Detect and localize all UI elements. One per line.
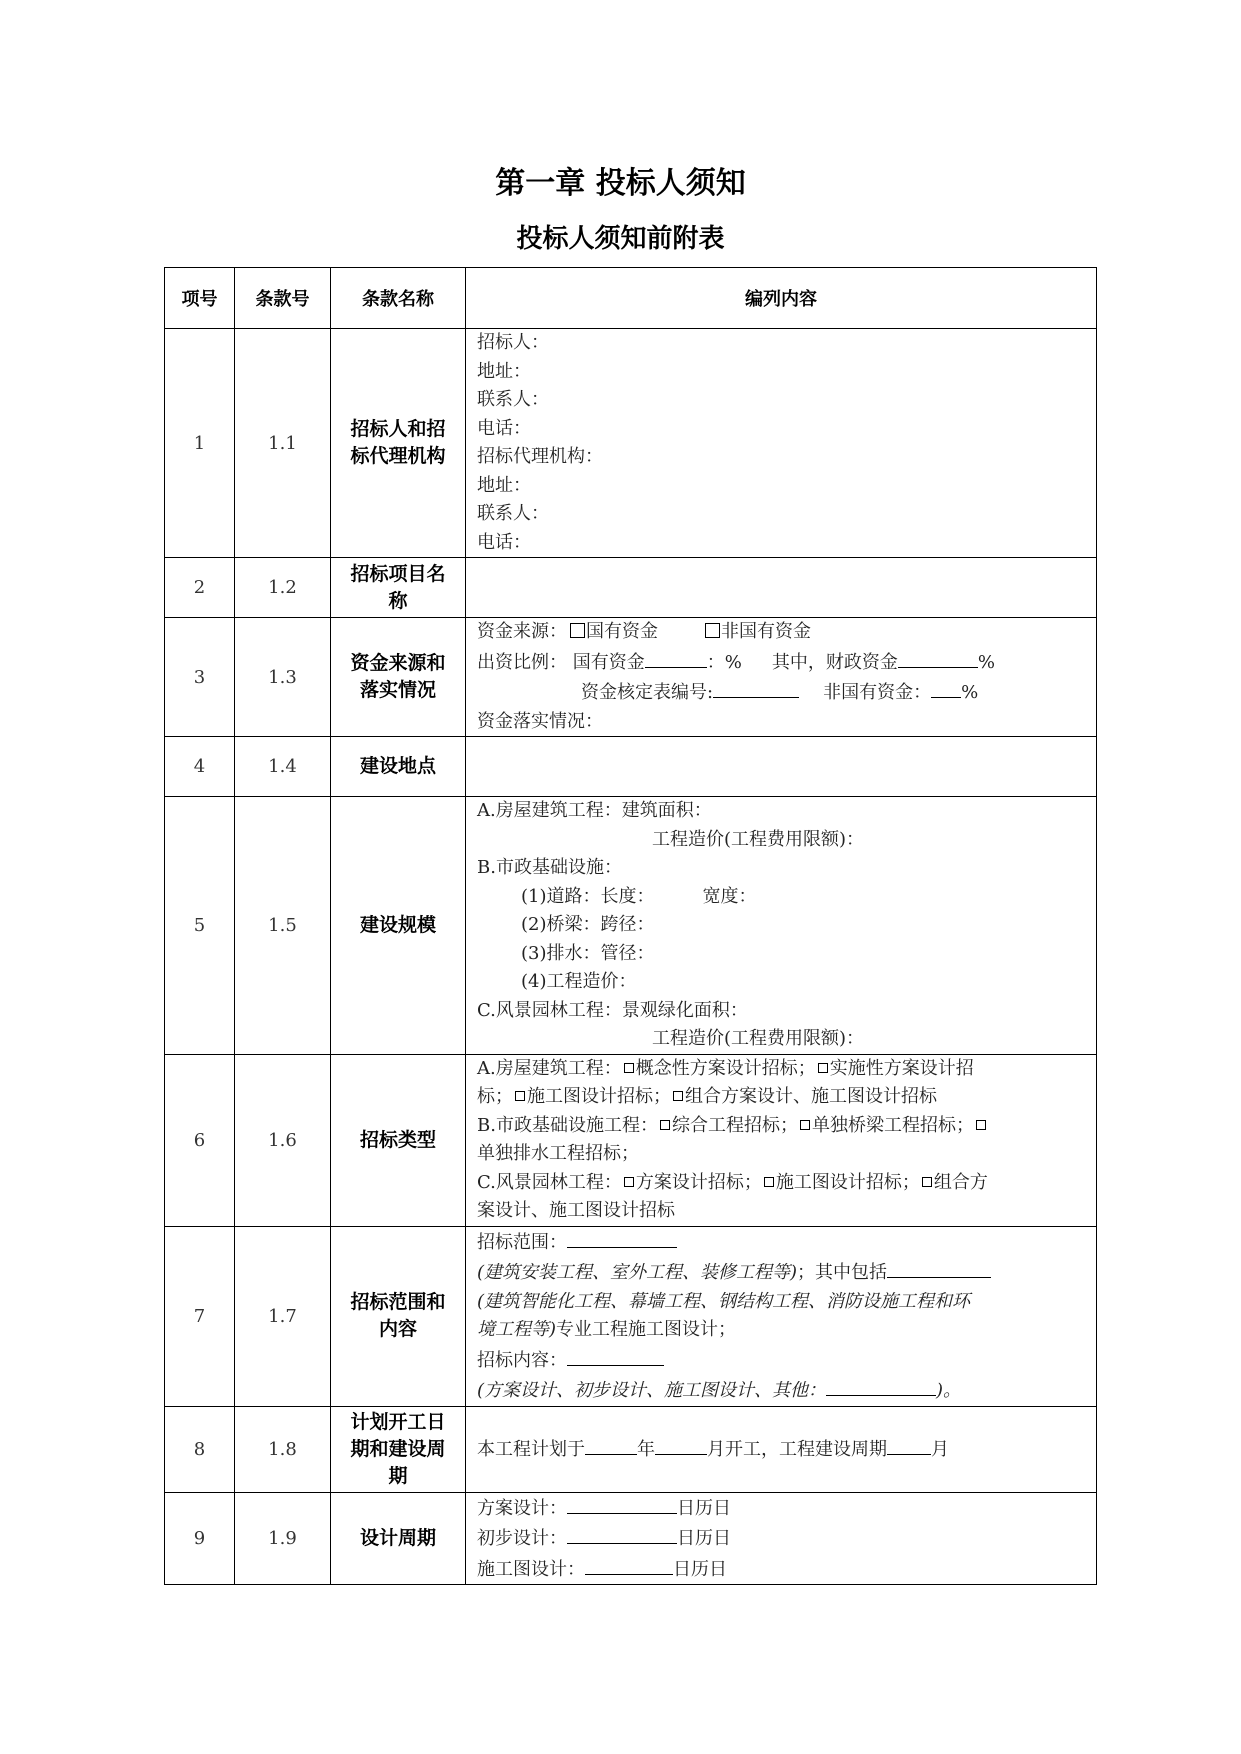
bidder-instructions-table	[164, 267, 1097, 1585]
row-content	[466, 558, 1097, 618]
type-c-prefix: C.风景园林工程：	[477, 1171, 622, 1193]
funding-form-line	[477, 677, 1086, 708]
scope-label: 招标范围：	[477, 1231, 567, 1253]
checkbox-icon[interactable]	[976, 1120, 986, 1130]
option-label: 组合方	[933, 1171, 988, 1193]
option-state-fund: 国有资金	[586, 621, 658, 642]
row-clause: 1.4	[235, 737, 331, 797]
table-header-row	[165, 268, 1097, 329]
table-title: 投标人须知前附表	[516, 224, 725, 254]
content-line: 招标人：	[477, 332, 549, 353]
header-clause-no: 条款号	[235, 268, 331, 329]
type-b-line	[477, 1112, 1086, 1141]
option-label: 施工图设计招标；	[775, 1171, 920, 1193]
type-c-line	[477, 1169, 1086, 1198]
row-no: 9	[165, 1492, 235, 1585]
form-number-label: 资金核定表编号:	[581, 682, 714, 703]
row-no: 1	[165, 329, 235, 558]
row-clause: 1.5	[235, 797, 331, 1055]
row-no: 3	[165, 618, 235, 737]
percent-sign: %	[977, 651, 995, 673]
row-clause: 1.1	[235, 329, 331, 558]
row-content	[466, 1406, 1097, 1492]
ratio-fiscal-label: 其中，财政资金	[771, 651, 898, 673]
table-row	[165, 618, 1097, 737]
blank-field[interactable]	[645, 647, 707, 668]
scale-c-cost: 工程造价(工程费用限额)：	[652, 1028, 865, 1049]
percent-sign: %	[961, 682, 979, 703]
scale-b-road	[477, 883, 1086, 912]
type-a-prefix: A.房屋建筑工程：	[477, 1057, 622, 1079]
design-label: 方案设计：	[477, 1497, 567, 1519]
blank-field[interactable]	[713, 677, 799, 698]
row-clause: 1.3	[235, 618, 331, 737]
option-label: 综合工程招标；	[671, 1114, 798, 1136]
row-content	[466, 737, 1097, 797]
row-content	[466, 1492, 1097, 1585]
content-line: 地址：	[477, 360, 531, 382]
type-a-line-2	[477, 1083, 1086, 1112]
content-line: 地址：	[477, 474, 531, 496]
nonstate-label: 非国有资金：	[823, 682, 932, 703]
row-name: 招标范围和 内容	[331, 1226, 466, 1406]
scale-a-area: A.房屋建筑工程：建筑面积：	[477, 800, 712, 821]
scale-b-title: B.市政基础设施：	[477, 857, 622, 878]
scale-b-bridge: (2)桥梁：跨径：	[521, 914, 655, 935]
type-b-prefix: B.市政基础设施工程：	[477, 1114, 658, 1136]
row-content	[466, 1226, 1097, 1406]
unit-label: 日历日	[673, 1558, 727, 1580]
content-line: 招标代理机构：	[477, 446, 603, 467]
spec-hint-line: (建筑智能化工程、幕墙工程、钢结构工程、消防设施工程和环	[477, 1290, 971, 1312]
checkbox-icon[interactable]	[705, 623, 720, 638]
design-prelim-line	[477, 1523, 1086, 1554]
row-no: 7	[165, 1226, 235, 1406]
ratio-label: 出资比例： 国有资金	[477, 651, 645, 673]
scale-a-cost: 工程造价(工程费用限额)：	[652, 828, 865, 850]
table-row	[165, 1406, 1097, 1492]
scale-b-drain: (3)排水：管径：	[521, 942, 655, 964]
checkbox-icon[interactable]	[764, 1177, 774, 1187]
schedule-line	[477, 1434, 1086, 1465]
checkbox-icon[interactable]	[624, 1177, 634, 1187]
row-name: 招标项目名 称	[331, 558, 466, 618]
table-row	[165, 797, 1097, 1055]
row-content	[466, 618, 1097, 737]
scale-b-cost: (4)工程造价：	[521, 971, 637, 992]
row-clause: 1.6	[235, 1054, 331, 1226]
content-line: 联系人：	[477, 389, 549, 410]
spec-tail: 专业工程施工图设计；	[556, 1319, 737, 1340]
row-no: 8	[165, 1406, 235, 1492]
blank-field[interactable]	[567, 1493, 677, 1514]
blank-field[interactable]	[655, 1434, 707, 1455]
table-row	[165, 737, 1097, 797]
table-row	[165, 329, 1097, 558]
blank-field[interactable]	[931, 677, 961, 698]
blank-field[interactable]	[887, 1434, 931, 1455]
content-label-line	[477, 1345, 1086, 1376]
row-clause: 1.7	[235, 1226, 331, 1406]
header-content: 编列内容	[466, 268, 1097, 329]
table-row	[165, 1054, 1097, 1226]
row-no: 2	[165, 558, 235, 618]
option-nonstate-fund: 非国有资金	[721, 621, 811, 642]
row-clause: 1.2	[235, 558, 331, 618]
road-width-label: 宽度：	[702, 885, 757, 907]
schedule-text: 月	[931, 1438, 949, 1460]
row-no: 6	[165, 1054, 235, 1226]
funding-source-line	[477, 618, 1086, 647]
table-row	[165, 1226, 1097, 1406]
scope-hint: (建筑安装工程、室外工程、装修工程等)	[477, 1262, 798, 1283]
checkbox-icon[interactable]	[624, 1063, 634, 1073]
checkbox-icon[interactable]	[570, 623, 585, 638]
schedule-text: 本工程计划于	[477, 1438, 585, 1460]
row-no: 4	[165, 737, 235, 797]
unit-label: 日历日	[677, 1497, 731, 1519]
ratio-percent: ：%	[706, 651, 742, 673]
blank-field[interactable]	[567, 1227, 677, 1248]
spec-hint: 境工程等)	[477, 1319, 557, 1340]
content-hint: (方案设计、初步设计、施工图设计、其他：	[477, 1380, 827, 1401]
option-label: 组合方案设计、施工图设计招标	[685, 1086, 937, 1107]
header-clause-name: 条款名称	[331, 268, 466, 329]
schedule-text: 年	[637, 1438, 655, 1460]
design-label: 初步设计：	[477, 1528, 567, 1549]
blank-field[interactable]	[887, 1257, 991, 1278]
design-label: 施工图设计：	[477, 1558, 585, 1580]
content-label: 招标内容：	[477, 1349, 567, 1371]
content-line: 联系人：	[477, 503, 549, 524]
checkbox-icon[interactable]	[922, 1177, 932, 1187]
include-label: ；其中包括	[797, 1262, 888, 1283]
row-content	[466, 797, 1097, 1055]
funding-implement-line: 资金落实情况：	[477, 710, 603, 732]
row-clause: 1.9	[235, 1492, 331, 1585]
scope-hint-line	[477, 1257, 1086, 1288]
content-line: 电话：	[477, 417, 531, 439]
road-length-label: (1)道路：长度：	[521, 885, 655, 907]
checkbox-icon[interactable]	[673, 1091, 683, 1101]
content-hint-line	[477, 1375, 1086, 1406]
content-line: 电话：	[477, 531, 531, 553]
row-name: 建设地点	[331, 737, 466, 797]
option-label: 概念性方案设计招标；	[635, 1057, 816, 1079]
blank-field[interactable]	[585, 1554, 673, 1575]
row-name: 资金来源和 落实情况	[331, 618, 466, 737]
funding-source-label: 资金来源：	[477, 621, 567, 642]
design-construct-line	[477, 1554, 1086, 1585]
checkbox-icon[interactable]	[818, 1063, 828, 1073]
option-label: 标；	[477, 1086, 513, 1107]
type-c-line-2: 案设计、施工图设计招标	[477, 1200, 675, 1221]
option-label: 实施性方案设计招	[829, 1057, 974, 1079]
row-content	[466, 329, 1097, 558]
option-label: 单独桥梁工程招标；	[811, 1114, 974, 1136]
checkbox-icon[interactable]	[800, 1120, 810, 1130]
header-item-no: 项号	[165, 268, 235, 329]
chapter-title: 第一章 投标人须知	[495, 166, 746, 201]
option-label: 单独排水工程招标；	[477, 1143, 639, 1164]
row-name: 建设规模	[331, 797, 466, 1055]
row-no: 5	[165, 797, 235, 1055]
row-name: 设计周期	[331, 1492, 466, 1585]
checkbox-icon[interactable]	[515, 1091, 525, 1101]
row-name: 招标类型	[331, 1054, 466, 1226]
content-end: )。	[936, 1380, 962, 1401]
blank-field[interactable]	[567, 1523, 677, 1544]
row-name: 计划开工日 期和建设周 期	[331, 1406, 466, 1492]
option-label: 方案设计招标；	[635, 1171, 762, 1193]
table-row	[165, 558, 1097, 618]
blank-field[interactable]	[585, 1434, 637, 1455]
row-content	[466, 1054, 1097, 1226]
scale-c-area: C.风景园林工程：景观绿化面积：	[477, 999, 748, 1021]
type-a-line	[477, 1055, 1086, 1084]
blank-field[interactable]	[898, 647, 978, 668]
option-label: 施工图设计招标；	[527, 1086, 671, 1107]
blank-field[interactable]	[567, 1345, 664, 1366]
type-b-line-2	[477, 1140, 1086, 1169]
checkbox-icon[interactable]	[660, 1120, 670, 1130]
scope-line	[477, 1227, 1086, 1258]
schedule-text: 月开工，工程建设周期	[707, 1438, 887, 1460]
table-row	[165, 1492, 1097, 1585]
row-name: 招标人和招 标代理机构	[331, 329, 466, 558]
blank-field[interactable]	[826, 1375, 936, 1396]
funding-ratio-line	[477, 647, 1086, 678]
unit-label: 日历日	[677, 1528, 731, 1549]
row-clause: 1.8	[235, 1406, 331, 1492]
design-scheme-line	[477, 1493, 1086, 1524]
spec-hint-line-2	[477, 1316, 1086, 1345]
